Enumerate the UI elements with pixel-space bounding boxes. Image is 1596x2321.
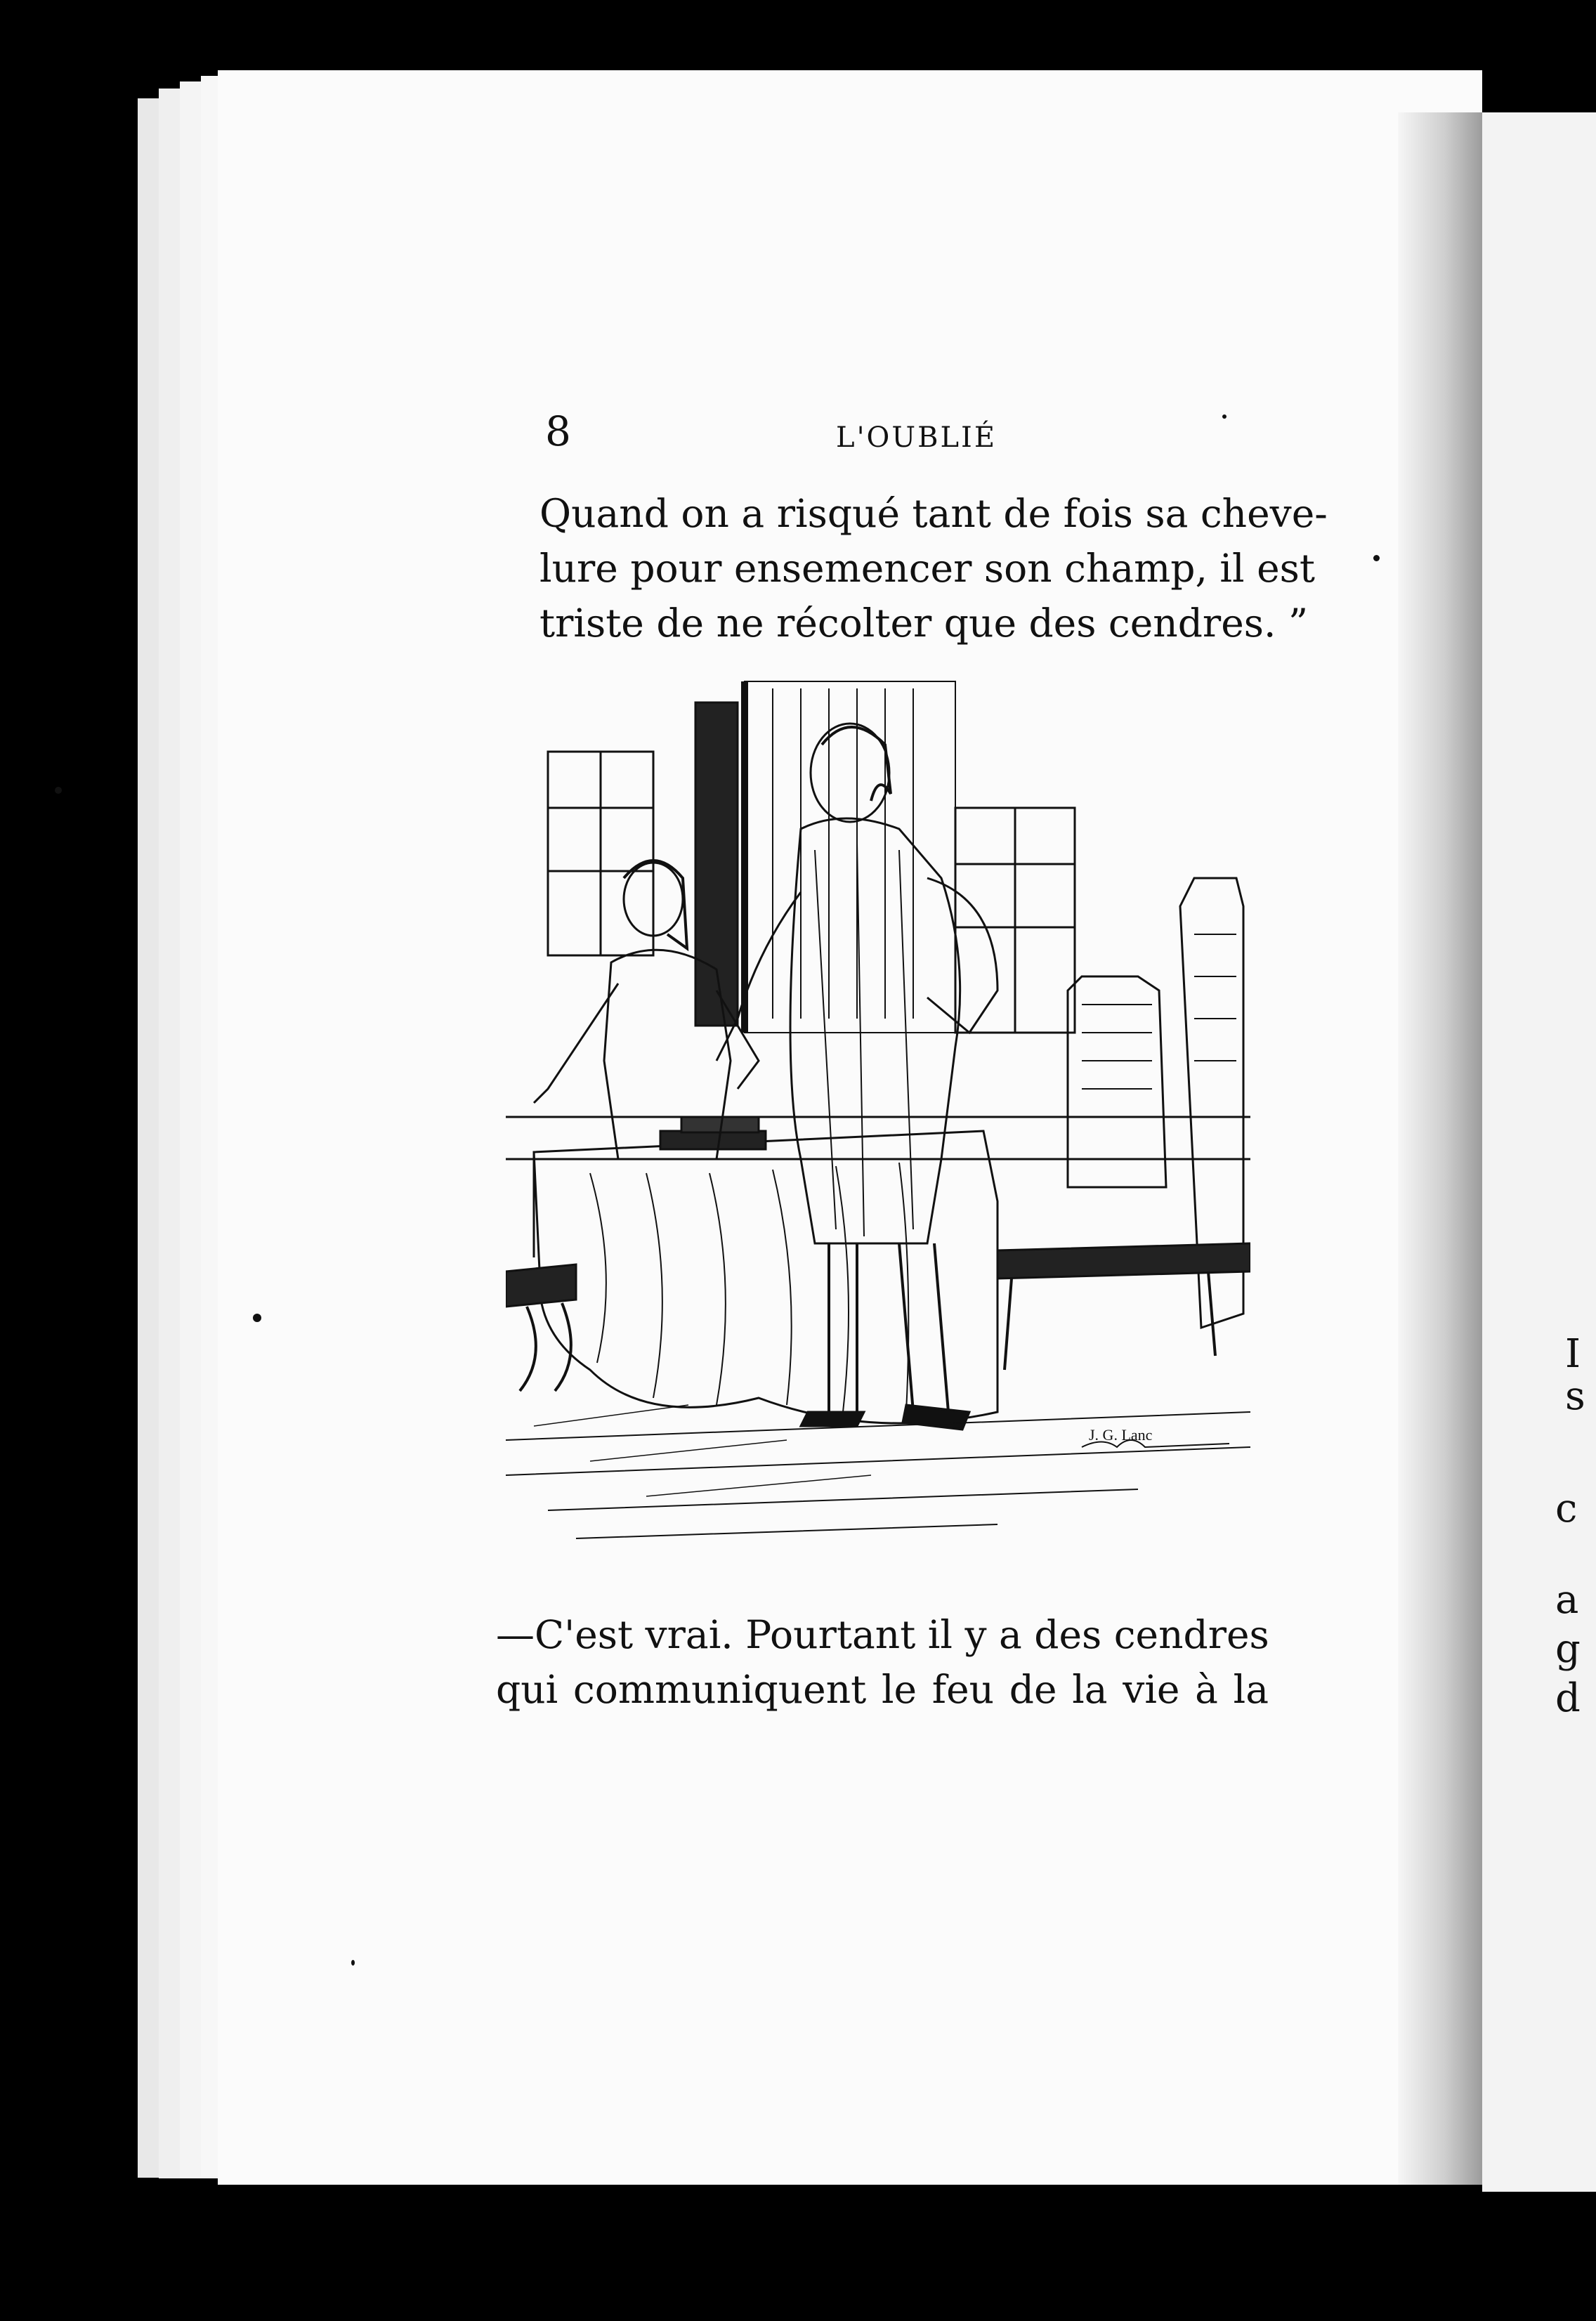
paragraph-top <box>539 486 1328 650</box>
facing-page-letter: d <box>1555 1675 1581 1721</box>
paragraph-bottom <box>496 1607 1269 1717</box>
text-line: lure pour ensemencer son champ, il est <box>539 546 1315 591</box>
facing-page-letter: a <box>1555 1577 1579 1623</box>
dust-speck <box>55 787 62 794</box>
dust-speck <box>1222 414 1227 419</box>
text-line: —C'est vrai. Pourtant il y a des cendres <box>496 1612 1269 1657</box>
facing-page-letter: s <box>1565 1373 1585 1419</box>
text-line: triste de ne récolter que des cendres. ” <box>539 601 1309 646</box>
running-head: L'OUBLIÉ <box>836 421 998 454</box>
facing-page-letter: I <box>1565 1331 1581 1377</box>
text-line: Quand on a risqué tant de fois sa cheve- <box>539 491 1328 536</box>
artist-signature: J. G. Lanc <box>1089 1426 1153 1444</box>
facing-page-fragment <box>1482 112 1596 2192</box>
page-number: 8 <box>545 407 571 455</box>
dust-speck <box>253 1314 261 1322</box>
text-line: qui communiquent le feu de la vie à la <box>496 1667 1269 1712</box>
dust-speck <box>351 1960 355 1966</box>
dust-speck <box>1373 555 1380 561</box>
engraving-illustration <box>506 667 1250 1552</box>
facing-page-letter: c <box>1555 1486 1578 1531</box>
facing-page-letter: g <box>1555 1626 1581 1672</box>
spine-gutter <box>1398 112 1482 2185</box>
